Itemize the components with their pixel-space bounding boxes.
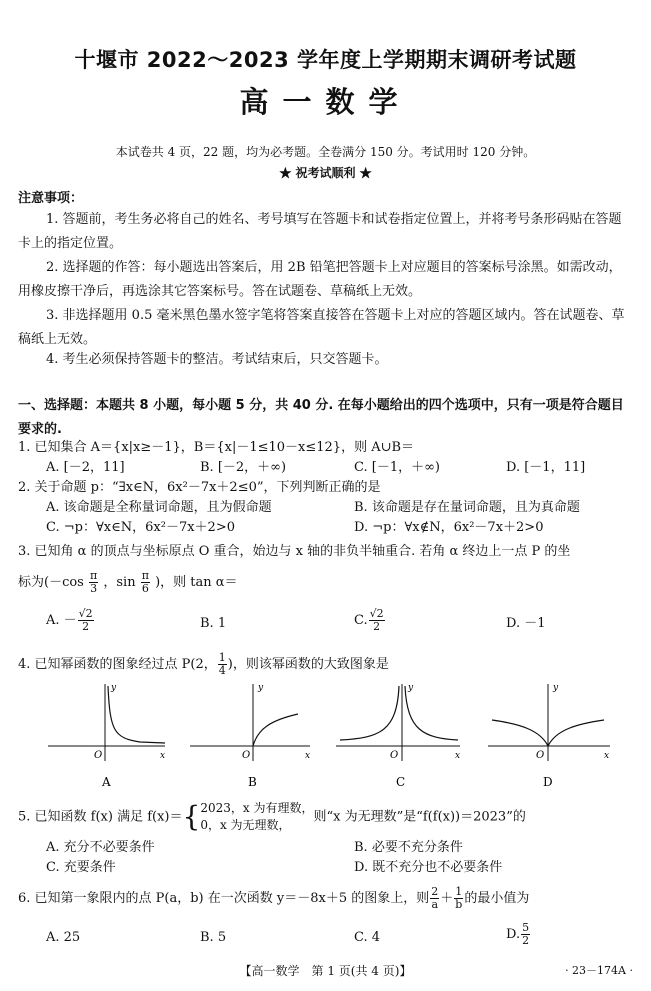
- svg-text:x: x: [305, 751, 311, 761]
- svg-text:x: x: [160, 751, 166, 761]
- q3-option-b: B. 1: [200, 616, 227, 631]
- q6-option-c: C. 4: [354, 930, 381, 945]
- q3-option-a: A. － $\frac{√2}{2}$: [46, 607, 93, 633]
- question-2-stem: 2. 关于命题 p：“∃x∈N，6x²－7x＋2≤0”，下列判断正确的是: [18, 480, 381, 495]
- q4-graph-panel: [40, 676, 640, 796]
- fraction-pi-3: $\frac{\pi}{3}$: [90, 569, 98, 595]
- svg-text:O: O: [536, 750, 545, 761]
- q6-option-a: A. 25: [46, 930, 81, 945]
- q2-option-b: B. 该命题是存在量词命题，且为真命题: [354, 500, 580, 515]
- question-4-stem: 4. 已知幂函数的图象经过点 P(2， $\frac{1}{4}$ )，则该幂函数的大致图象是: [18, 651, 389, 677]
- q3-text: 标为(－cos: [18, 575, 84, 590]
- question-3-stem: 3. 已知角 α 的顶点与坐标原点 O 重合，始边与 x 轴的非负半轴重合. 若角 α 终边上一点 P 的坐: [18, 544, 571, 559]
- q1-option-b: B. [－2，＋∞): [200, 460, 287, 475]
- q1-option-a: A. [－2，11]: [46, 460, 125, 475]
- note-item-1: 1. 答题前，考生务必将自己的姓名、考号填写在答题卡和试卷指定位置上，并将考号条形码贴在答题卡上的指定位置。: [18, 212, 622, 251]
- exam-title: 十堰市 2022～2023 学年度上学期期末调研考试题: [74, 48, 577, 72]
- question-5-stem: 5. 已知函数 f(x) 满足 f(x)＝{2023，x 为有理数， 0，x 为无理数，则“x 为无理数”是“f(f(x))＝2023”的: [18, 800, 526, 833]
- svg-text:C: C: [396, 775, 406, 789]
- q3-text: )，则 tan α＝: [155, 575, 238, 590]
- q6-option-b: B. 5: [200, 930, 227, 945]
- question-1-stem: 1. 已知集合 A＝{x|x≥－1}，B＝{x|－1≤10－x≤12}，则 A∪B＝: [18, 440, 415, 455]
- svg-text:y: y: [111, 683, 117, 693]
- section-heading: 一、选择题：本题共 8 小题，每小题 5 分，共 40 分. 在每小题给出的四个选项中，只有一项是符合题目要求的.: [18, 398, 624, 437]
- subject-title: 高一数学: [239, 85, 412, 119]
- q2-option-a: A. 该命题是全称量词命题，且为假命题: [46, 500, 272, 515]
- svg-text:A: A: [102, 775, 111, 789]
- q5-option-b: B. 必要不充分条件: [354, 840, 463, 855]
- good-luck-banner: ★ 祝考试顺利 ★: [279, 166, 372, 180]
- note-item-2: 2. 选择题的作答：每小题选出答案后，用 2B 铅笔把答题卡上对应题目的答案标号涂黑。如需改动，用橡皮擦干净后，再选涂其它答案标号。答在试题卷、草稿纸上无效。: [18, 260, 622, 299]
- note-item-4: 4. 考生必须保持答题卡的整洁。考试结束后，只交答题卡。: [46, 352, 388, 367]
- fraction-pi-6: $\frac{\pi}{6}$: [141, 569, 149, 595]
- question-3-stem-line2: [18, 570, 638, 595]
- fraction-1-4: $\frac{1}{4}$: [218, 651, 226, 677]
- svg-text:x: x: [455, 751, 461, 761]
- q3-option-c: C. $\frac{√2}{2}$: [354, 607, 384, 633]
- svg-text:y: y: [553, 683, 559, 693]
- svg-text:y: y: [408, 683, 414, 693]
- graph-option-b: [190, 683, 310, 789]
- svg-text:B: B: [248, 775, 257, 789]
- svg-text:y: y: [258, 683, 264, 693]
- q3-option-d: D. －1: [506, 616, 546, 631]
- svg-text:O: O: [242, 750, 251, 761]
- note-item-3: 3. 非选择题用 0.5 毫米黑色墨水签字笔将答案直接答在答题卡上对应的答题区域内。答在试题卷、草稿纸上无效。: [18, 308, 625, 347]
- svg-text:O: O: [94, 750, 103, 761]
- graph-option-a: [48, 683, 165, 789]
- q1-option-d: D. [－1，11]: [506, 460, 586, 475]
- q6-option-d: D. $\frac{5}{2}$: [506, 921, 530, 947]
- q5-option-c: C. 充要条件: [46, 860, 116, 875]
- svg-text:D: D: [543, 775, 553, 789]
- q5-option-a: A. 充分不必要条件: [46, 840, 155, 855]
- q2-option-c: C. ¬p：∀x∈N，6x²－7x＋2>0: [46, 520, 235, 535]
- q5-option-d: D. 既不充分也不必要条件: [354, 860, 503, 875]
- exam-info: 本试卷共 4 页，22 题，均为必考题。全卷满分 150 分。考试用时 120 分钟。: [115, 145, 536, 159]
- graph-option-d: [488, 683, 610, 789]
- q1-option-c: C. [－1，＋∞): [354, 460, 440, 475]
- svg-text:O: O: [390, 750, 399, 761]
- notes-heading: 注意事项：: [18, 191, 84, 206]
- q3-text: ，sin: [103, 575, 136, 590]
- question-6-stem: 6. 已知第一象限内的点 P(a，b) 在一次函数 y＝－8x＋5 的图象上，则 $\frac{2}{a}$ ＋ $\frac{1}{b}$ 的最小值为: [18, 885, 530, 911]
- page-footer: 【高一数学 第 1 页(共 4 页)】: [239, 964, 412, 978]
- paper-code: · 23－174A ·: [565, 964, 633, 977]
- svg-text:x: x: [604, 751, 610, 761]
- graph-option-c: [336, 683, 460, 789]
- q2-option-d: D. ¬p：∀x∉N，6x²－7x＋2>0: [354, 520, 544, 535]
